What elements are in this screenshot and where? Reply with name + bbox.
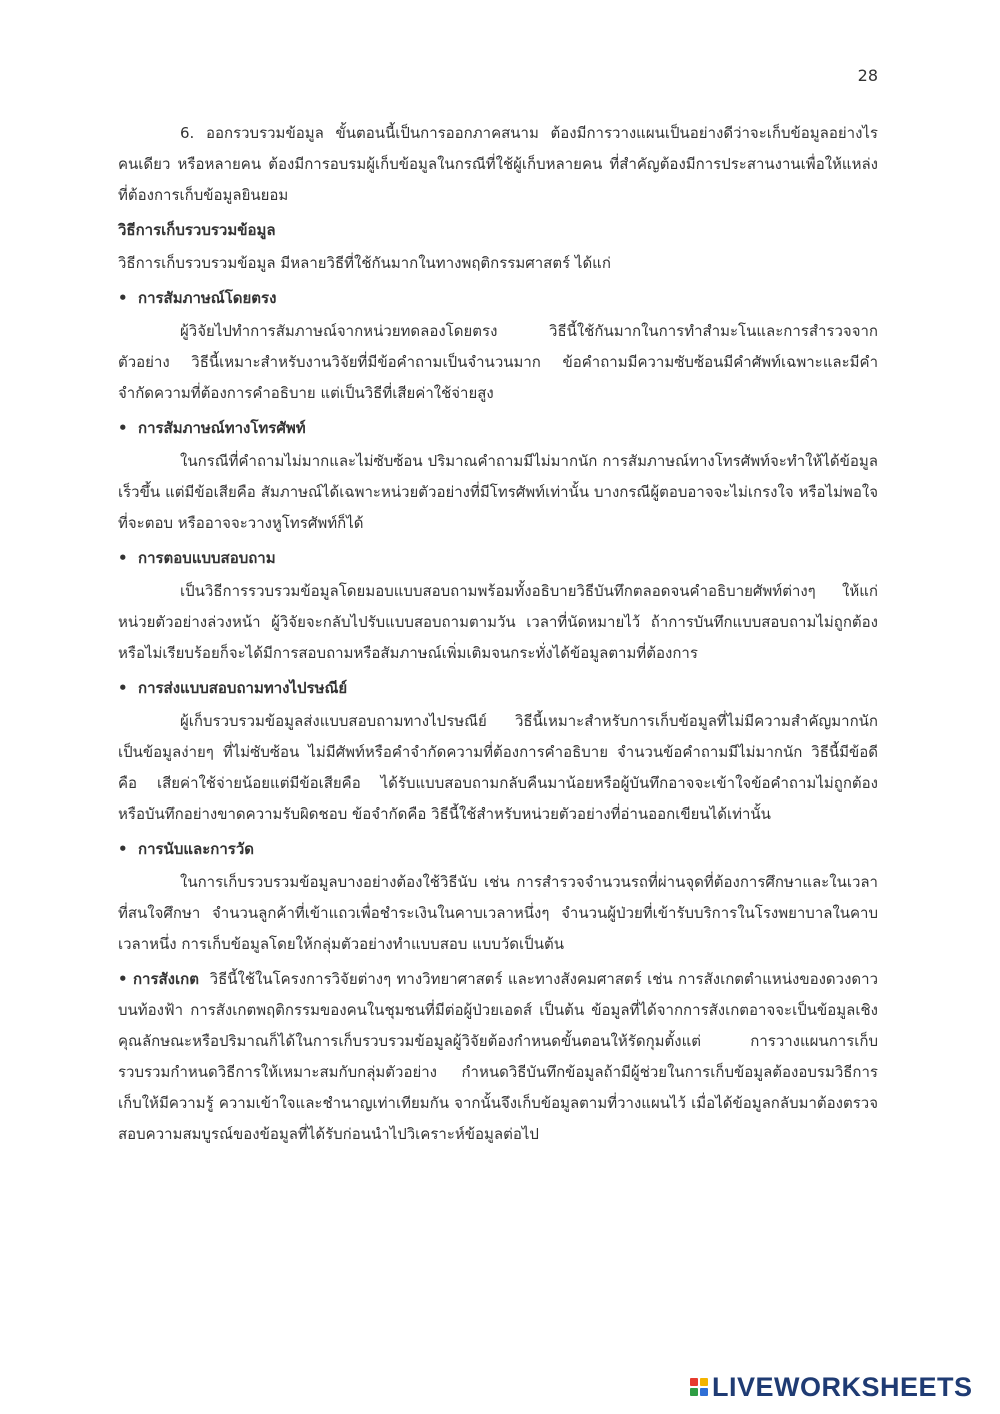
method-observation xyxy=(118,964,878,1150)
method-body: เป็นวิธีการรวบรวมข้อมูลโดยมอบแบบสอบถามพร้อมทั้งอธิบายวิธีบันทึกตลอดจนคำอธิบายศัพท์ต่างๆ ให้แก่หน่วยตัวอย่างล่วงหน้า ผู้วิจัยจะกลับไปรับแบบสอบถามตามวัน เวลาที่นัดหมายไว้ ถ้าการบันทึกแบบสอบถามไม่ถูกต้องหรือไม่เรียบร้อยก็จะได้มีการสอบถามหรือสัมภาษณ์เพิ่มเติมจนกระทั่งได้ข้อมูลตามที่ต้องการ xyxy=(118,582,878,662)
method-title: การนับและการวัด xyxy=(138,840,254,858)
bullet-icon: • xyxy=(118,289,128,307)
document-body xyxy=(118,118,878,1154)
method-heading xyxy=(118,283,878,314)
section-intro: วิธีการเก็บรวบรวมข้อมูล มีหลายวิธีที่ใช้กันมากในทางพฤติกรรมศาสตร์ ได้แก่ xyxy=(118,254,611,272)
method-mail-questionnaire xyxy=(118,673,878,830)
page-number: 28 xyxy=(857,66,878,85)
bullet-icon: • xyxy=(118,970,128,988)
logo-square xyxy=(690,1378,698,1386)
liveworksheets-logo-icon xyxy=(690,1378,708,1396)
bullet-icon: • xyxy=(118,549,128,567)
logo-square xyxy=(700,1388,708,1396)
method-body: ในการเก็บรวบรวมข้อมูลบางอย่างต้องใช้วิธีนับ เช่น การสำรวจจำนวนรถที่ผ่านจุดที่ต้องการศึกษาและในเวลาที่สนใจศึกษา จำนวนลูกค้าที่เข้าแถวเพื่อชำระเงินในคาบเวลาหนึ่งๆ จำนวนผู้ป่วยที่เข้ารับบริการในโรงพยาบาลในคาบเวลาหนึ่ง การเก็บข้อมูลโดยให้กลุ่มตัวอย่างทำแบบสอบ แบบวัดเป็นต้น xyxy=(118,873,878,953)
method-heading xyxy=(118,413,878,444)
method-interview xyxy=(118,283,878,409)
method-title: การสัมภาษณ์ทางโทรศัพท์ xyxy=(138,419,306,437)
method-questionnaire xyxy=(118,543,878,669)
bullet-icon: • xyxy=(118,419,128,437)
method-body: ผู้เก็บรวบรวมข้อมูลส่งแบบสอบถามทางไปรษณีย์ วิธีนี้เหมาะสำหรับการเก็บข้อมูลที่ไม่มีความสำคัญมากนัก เป็นข้อมูลง่ายๆ ที่ไม่ซับซ้อน ไม่มีศัพท์หรือคำจำกัดความที่ต้องการคำอธิบาย จำนวนข้อคำถามมีไม่มากนัก วิธีนี้มีข้อดีคือ เสียค่าใช้จ่ายน้อยแต่มีข้อเสียคือ ได้รับแบบสอบถามกลับคืนมาน้อยหรือผู้บันทึกอาจจะเข้าใจข้อคำถามไม่ถูกต้อง หรือบันทึกอย่างขาดความรับผิดชอบ ข้อจำกัดคือ วิธีนี้ใช้สำหรับหน่วยตัวอย่างที่อ่านออกเขียนได้เท่านั้น xyxy=(118,712,878,823)
method-title: การตอบแบบสอบถาม xyxy=(138,549,276,567)
bullet-icon: • xyxy=(118,840,128,858)
method-body: ผู้วิจัยไปทำการสัมภาษณ์จากหน่วยทดลองโดยตรง วิธีนี้ใช้กันมากในการทำสำมะโนและการสำรวจจากตัวอย่าง วิธีนี้เหมาะสำหรับงานวิจัยที่มีข้อคำถามเป็นจำนวนมาก ข้อคำถามมีความซับซ้อนมีคำศัพท์เฉพาะและมีคำจำกัดความที่ต้องการคำอธิบาย แต่เป็นวิธีที่เสียค่าใช้จ่ายสูง xyxy=(118,322,878,402)
logo-square xyxy=(700,1378,708,1386)
method-heading xyxy=(118,543,878,574)
logo-text: LIVEWORKSHEETS xyxy=(712,1372,973,1402)
method-title: การสัมภาษณ์โดยตรง xyxy=(138,289,277,307)
method-phone-interview xyxy=(118,413,878,539)
section-heading: วิธีการเก็บรวบรวมข้อมูล xyxy=(118,221,276,239)
step-6-paragraph: 6. ออกรวบรวมข้อมูล ขั้นตอนนี้เป็นการออกภาคสนาม ต้องมีการวางแผนเป็นอย่างดีว่าจะเก็บข้อมูลอย่างไร คนเดียว หรือหลายคน ต้องมีการอบรมผู้เก็บข้อมูลในกรณีที่ใช้ผู้เก็บหลายคน ที่สำคัญต้องมีการประสานงานเพื่อให้แหล่งที่ต้องการเก็บข้อมูลยินยอม xyxy=(118,124,878,204)
bullet-icon: • xyxy=(118,679,128,697)
liveworksheets-logo xyxy=(690,1372,973,1402)
method-heading xyxy=(118,834,878,865)
method-title: การส่งแบบสอบถามทางไปรษณีย์ xyxy=(138,679,348,697)
method-title: การสังเกต xyxy=(132,970,199,988)
method-body: วิธีนี้ใช้ในโครงการวิจัยต่างๆ ทางวิทยาศาสตร์ และทางสังคมศาสตร์ เช่น การสังเกตตำแหน่งของดวงดาวบนท้องฟ้า การสังเกตพฤติกรรมของคนในชุมชนที่มีต่อผู้ป่วยเอดส์ เป็นต้น ข้อมูลที่ได้จากการสังเกตอาจจะเป็นข้อมูลเชิงคุณลักษณะหรือปริมาณก็ได้ในการเก็บรวบรวมข้อมูลผู้วิจัยต้องกำหนดขั้นตอนให้รัดกุมตั้งแต่ การวางแผนการเก็บรวบรวมกำหนดวิธีการให้เหมาะสมกับกลุ่มตัวอย่าง กำหนดวิธีบันทึกข้อมูลถ้ามีผู้ช่วยในการเก็บข้อมูลต้องอบรมวิธีการเก็บให้มีความรู้ ความเข้าใจและชำนาญเท่าเทียมกัน จากนั้นจึงเก็บข้อมูลตามที่วางแผนไว้ เมื่อได้ข้อมูลกลับมาต้องตรวจสอบความสมบูรณ์ของข้อมูลที่ได้รับก่อนนำไปวิเคราะห์ข้อมูลต่อไป xyxy=(118,970,878,1143)
method-heading xyxy=(118,673,878,704)
logo-square xyxy=(690,1388,698,1396)
method-counting-measuring xyxy=(118,834,878,960)
method-body: ในกรณีที่คำถามไม่มากและไม่ซับซ้อน ปริมาณคำถามมีไม่มากนัก การสัมภาษณ์ทางโทรศัพท์จะทำให้ได้ข้อมูลเร็วขึ้น แต่มีข้อเสียคือ สัมภาษณ์ได้เฉพาะหน่วยตัวอย่างที่มีโทรศัพท์เท่านั้น บางกรณีผู้ตอบอาจจะไม่เกรงใจ หรือไม่พอใจที่จะตอบ หรืออาจจะวางหูโทรศัพท์ก็ได้ xyxy=(118,452,878,532)
